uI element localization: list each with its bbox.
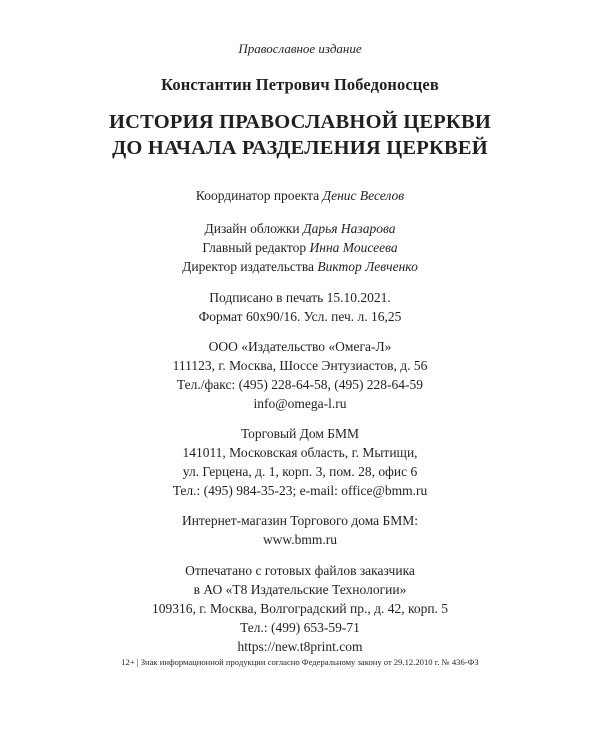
printer-line-2: в АО «Т8 Издательские Технологии» <box>193 582 407 597</box>
author-name: Константин Петрович Победоносцев <box>161 75 439 94</box>
shop-label: Интернет-магазин Торгового дома БММ: <box>181 513 419 528</box>
coordinator-label: Координатор проекта <box>195 188 320 203</box>
trade-house-contacts: Тел.: (495) 984-35-23; e-mail: office@bmm.ru <box>172 483 428 498</box>
director-name: Виктор Левченко <box>317 259 418 274</box>
publisher-email: info@omega-l.ru <box>253 396 347 411</box>
book-title-line-1: ИСТОРИЯ ПРАВОСЛАВНОЙ ЦЕРКВИ <box>108 111 492 133</box>
cover-design-name: Дарья Назарова <box>303 221 396 236</box>
trade-house-name: Торговый Дом БММ <box>240 426 360 441</box>
coordinator-credit <box>0 188 600 204</box>
publisher-name: ООО «Издательство «Омега-Л» <box>208 339 392 354</box>
cover-design-label: Дизайн обложки <box>204 221 300 236</box>
director-label: Директор издательства <box>182 259 315 274</box>
editor-name: Инна Моисеева <box>309 240 398 255</box>
series-label: Православное издание <box>238 41 362 56</box>
coordinator-name: Денис Веселов <box>322 188 405 203</box>
signed-to-print: Подписано в печать 15.10.2021. <box>209 290 391 305</box>
print-format: Формат 60х90/16. Усл. печ. л. 16,25 <box>198 309 402 324</box>
shop-url: www.bmm.ru <box>262 532 338 547</box>
trade-house-address-1: 141011, Московская область, г. Мытищи, <box>182 445 418 460</box>
publisher-address: 111123, г. Москва, Шоссе Энтузиастов, д. 56 <box>172 358 428 373</box>
trade-house-address-2: ул. Герцена, д. 1, корп. 3, пом. 28, офис 6 <box>182 464 418 479</box>
editor-label: Главный редактор <box>202 240 307 255</box>
printer-line-1: Отпечатано с готовых файлов заказчика <box>185 563 415 578</box>
publisher-phones: Тел./факс: (495) 228-64-58, (495) 228-64-59 <box>176 377 424 392</box>
cover-design-credit <box>0 221 600 237</box>
director-credit <box>0 259 600 275</box>
book-title-line-2: ДО НАЧАЛА РАЗДЕЛЕНИЯ ЦЕРКВЕЙ <box>112 137 488 159</box>
printer-address: 109316, г. Москва, Волгоградский пр., д. 42, корп. 5 <box>151 601 449 616</box>
editor-credit <box>0 240 600 256</box>
printer-phone: Тел.: (499) 653-59-71 <box>240 620 360 635</box>
age-rating-notice: 12+ | Знак информационной продукции согласно Федеральному закону от 29.12.2010 г. № 436-ФЗ <box>121 657 479 667</box>
printer-url: https://new.t8print.com <box>237 639 363 654</box>
